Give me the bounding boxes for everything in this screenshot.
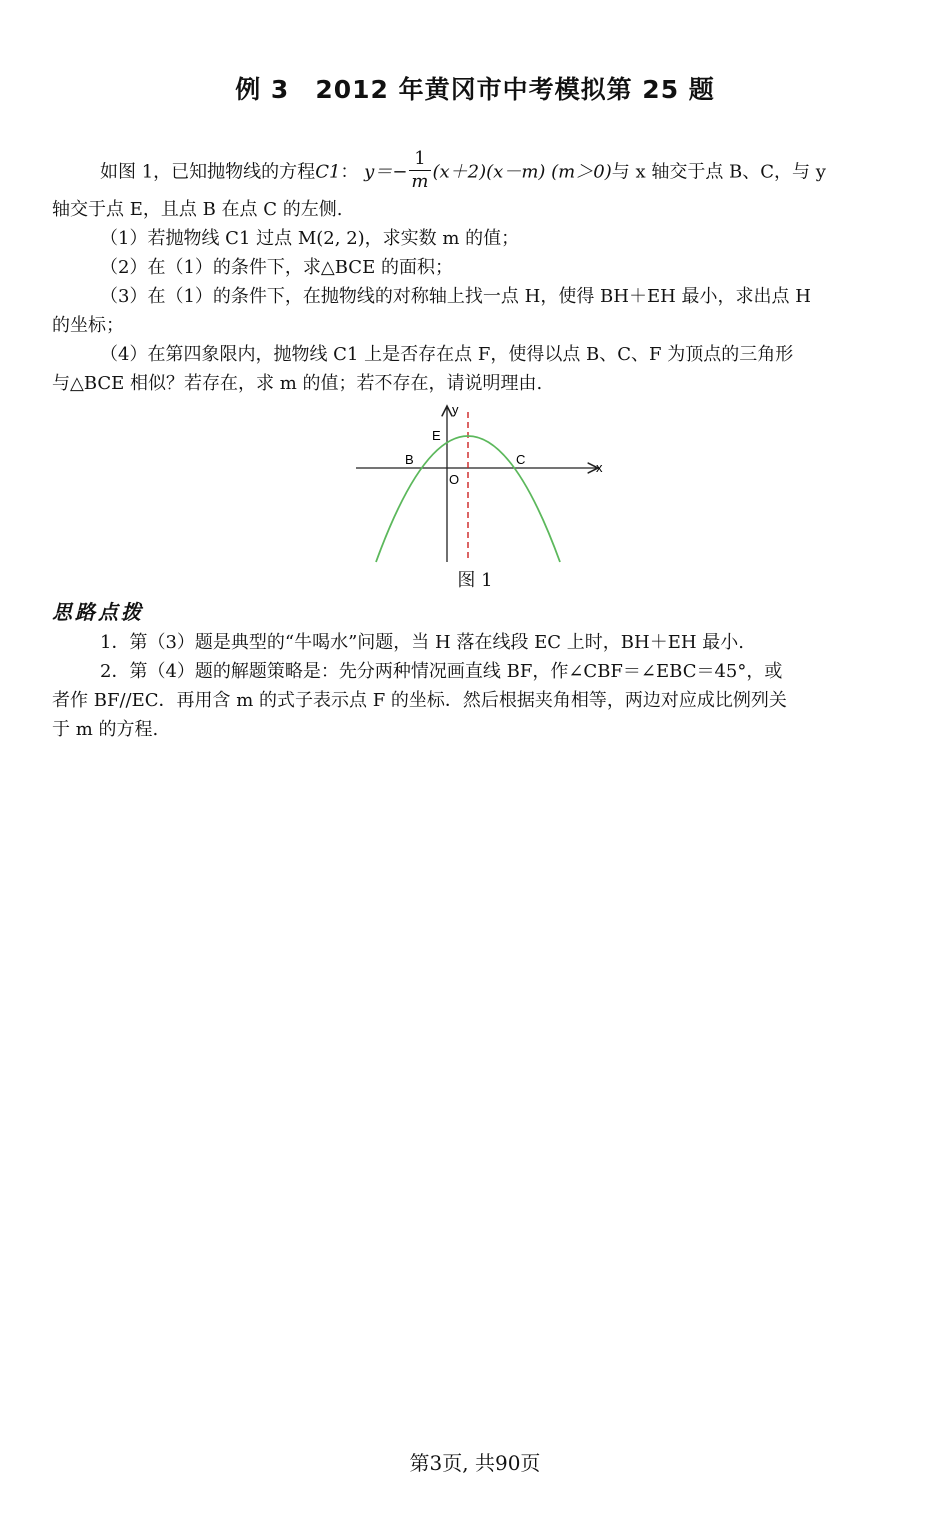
curve-name: C1 [315,161,341,183]
title-label: 例 3 [235,75,290,104]
equation-condition: (m＞0) [551,161,612,183]
intro-part1: 如图 1，已知抛物线的方程 [100,161,316,183]
question-3-line-1: （3）在（1）的条件下，在抛物线的对称轴上找一点 H，使得 BH＋EH 最小，求出点 H [100,286,811,307]
figure-label-b: B [405,452,414,467]
hint-2-line-3: 于 m 的方程. [52,719,159,740]
figure-label-e: E [432,428,441,443]
figure-label-c: C [516,452,526,467]
intro-part2: 与 x 轴交于点 B、C，与 y [611,161,826,183]
fraction-denominator: m [411,171,429,192]
intro-colon: ： [340,161,359,183]
figure-label-x: x [596,460,603,475]
question-1: （1）若抛物线 C1 过点 M(2, 2)，求实数 m 的值； [100,228,520,249]
hints-body [52,628,904,744]
question-2: （2）在（1）的条件下，求△BCE 的面积； [100,257,453,278]
figure-label-o: O [449,472,460,487]
hint-1: 1．第（3）题是典型的“牛喝水”问题，当 H 落在线段 EC 上时，BH＋EH 最小. [100,632,745,653]
figure-label-y: y [452,402,459,417]
title-text: 2012 年黄冈市中考模拟第 25 题 [315,75,715,104]
figure-caption: 图 1 [457,570,493,591]
problem-line-1 [52,150,904,195]
question-4-line-2: 与△BCE 相似？若存在，求 m 的值；若不存在，请说明理由. [52,373,543,394]
hint-2-line-1: 2．第（4）题的解题策略是：先分两种情况画直线 BF，作∠CBF＝∠EBC＝45°，或 [100,661,783,682]
question-4-line-1: （4）在第四象限内，抛物线 C1 上是否存在点 F，使得以点 B、C、F 为顶点的三角形 [100,344,794,365]
hint-2-line-2: 者作 BF//EC．再用含 m 的式子表示点 F 的坐标．然后根据夹角相等，两边对应成比例列关 [52,690,787,711]
equation-lhs: y＝− [364,161,408,183]
question-3-line-2: 的坐标； [52,315,124,336]
problem-line-2: 轴交于点 E，且点 B 在点 C 的左侧. [52,199,343,220]
parabola-figure [352,400,612,566]
problem-title [0,70,950,106]
equation-fraction [409,148,430,193]
equation-rhs: (x＋2)(x－m) [432,161,546,183]
page-footer: 第3页, 共90页 [409,1451,541,1475]
problem-statement [52,150,904,398]
hints-heading: 思路点拨 [52,600,144,624]
fraction-numerator: 1 [409,148,430,171]
